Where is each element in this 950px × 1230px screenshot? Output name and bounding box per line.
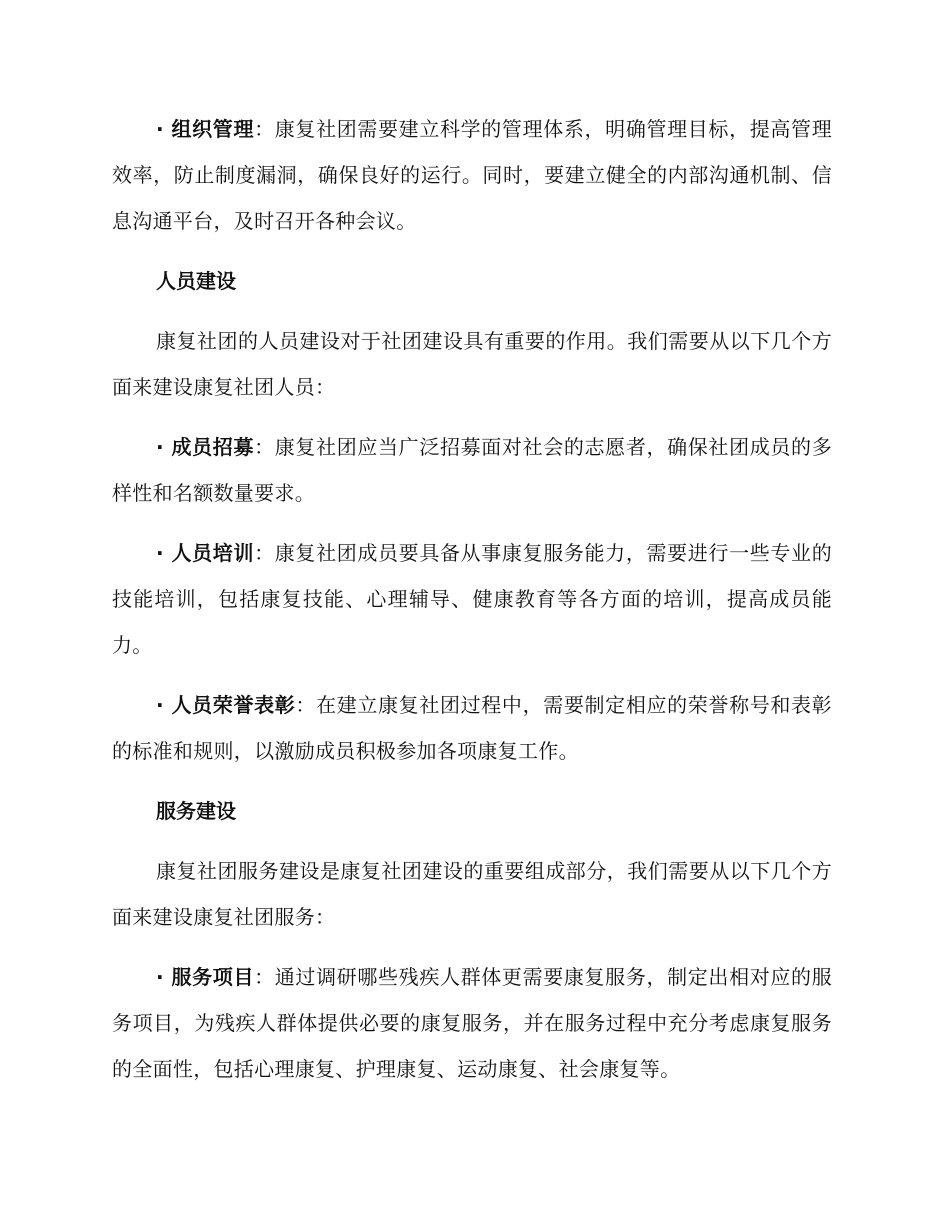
- bullet-term: · 成员招募: [156, 435, 255, 459]
- bullet-term: · 人员培训: [156, 541, 255, 565]
- bullet-text: ：康复社团需要建立科学的管理体系，明确管理目标，提高管理效率，防止制度漏洞，确保良好的运行。同时，要建立健全的内部沟通机制、信息沟通平台，及时召开各种会议。: [112, 117, 832, 233]
- bullet-term: · 组织管理: [156, 117, 255, 141]
- bullet-text: ：康复社团成员要具备从事康复服务能力，需要进行一些专业的技能培训，包括康复技能、心理辅导、健康教育等各方面的培训，提高成员能力。: [112, 541, 832, 657]
- bullet-term: · 服务项目: [156, 965, 255, 989]
- bullet-paragraph-honors: [112, 682, 832, 774]
- bullet-text: ：通过调研哪些残疾人群体更需要康复服务，制定出相对应的服务项目，为残疾人群体提供必要的康复服务，并在服务过程中充分考虑康复服务的全面性，包括心理康复、护理康复、运动康复、社会康复等。: [112, 965, 832, 1081]
- bullet-paragraph-recruitment: [112, 424, 832, 516]
- bullet-text: ：在建立康复社团过程中，需要制定相应的荣誉称号和表彰的标准和规则，以激励成员积极参加各项康复工作。: [112, 693, 832, 763]
- bullet-paragraph-organization: [112, 106, 832, 244]
- intro-paragraph-personnel: 康复社团的人员建设对于社团建设具有重要的作用。我们需要从以下几个方面来建设康复社团人员：: [112, 329, 832, 399]
- bullet-paragraph-service-projects: [112, 954, 832, 1092]
- bullet-paragraph-training: [112, 530, 832, 668]
- intro-paragraph-service: 康复社团服务建设是康复社团建设的重要组成部分，我们需要从以下几个方面来建设康复社团服务：: [112, 859, 832, 929]
- section-heading-service: 服务建设: [156, 799, 236, 823]
- bullet-term: · 人员荣誉表彰: [156, 693, 296, 717]
- bullet-text: ：康复社团应当广泛招募面对社会的志愿者，确保社团成员的多样性和名额数量要求。: [112, 435, 832, 505]
- document-page: [112, 106, 832, 1106]
- section-heading-personnel: 人员建设: [156, 269, 236, 293]
